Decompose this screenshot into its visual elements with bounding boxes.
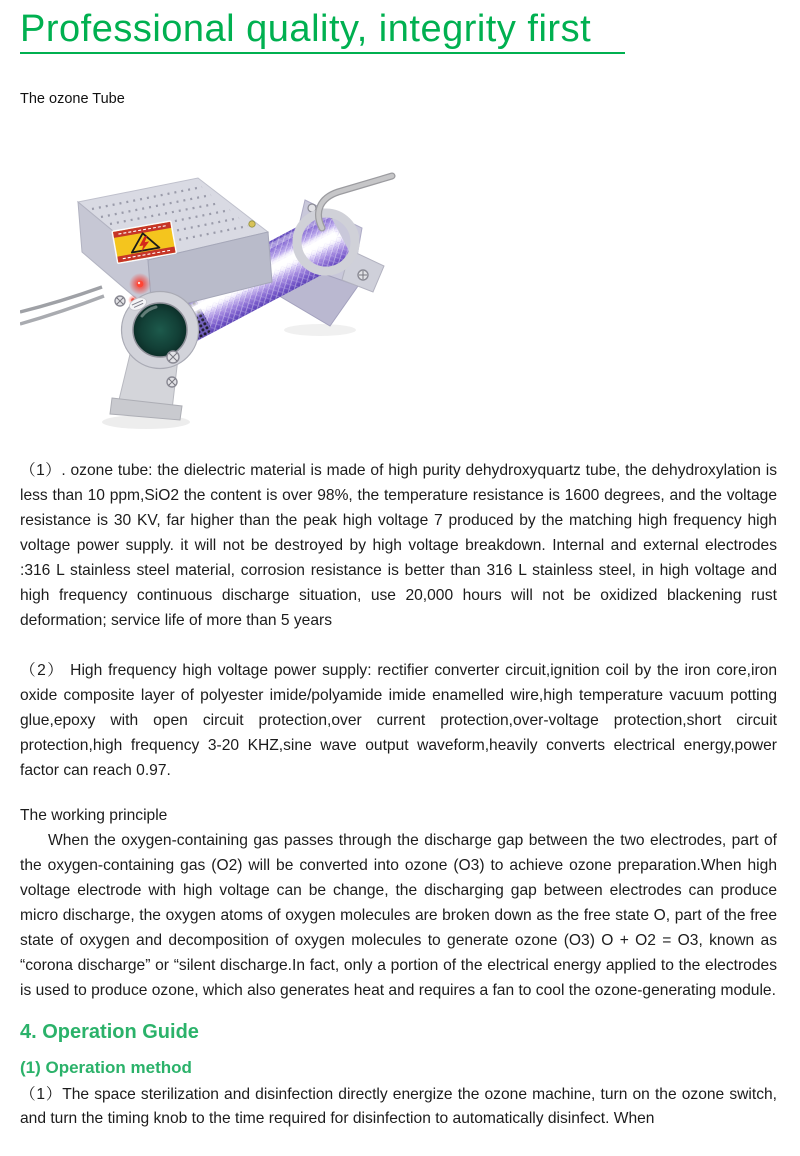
operation-method-heading: (1) Operation method — [20, 1058, 192, 1077]
tube-end-glass — [133, 303, 187, 357]
page-title: Professional quality, integrity first — [20, 6, 625, 54]
operation-method-paragraph: （1）The space sterilization and disinfection directly energize the ozone machine, turn on the ozone switch, and turn the timing knob to the time required for disinfection to automatically disinfect. When — [20, 1086, 777, 1127]
working-principle-heading: The working principle — [20, 807, 168, 824]
working-principle-paragraph: When the oxygen-containing gas passes through the discharge gap between the two electrodes, part of the oxygen-containing gas (O2) will be converted into ozone (O3) to achieve ozone preparation.When high voltage electrode with high voltage can be change, the discharging gap between electrodes can produce micro discharge, the oxygen atoms of oxygen molecules are broken down as the free state O, part of the free state of oxygen and decomposition of oxygen molecules to generate ozone (O3) O + O2 = O3, known as “corona discharge” or “silent discharge.In fact, only a portion of the electrical energy applied to the electrodes is used to produce ozone, which also generates heat and requires a fan to cool the ozone-generating module. — [20, 832, 777, 999]
mounting-bracket-left — [102, 292, 199, 430]
paragraph-ozone-tube-spec: （1）. ozone tube: the dielectric material is made of high purity dehydroxyquartz tube, the dehydroxylation is less than 10 ppm,SiO2 the content is over 98%, the temperature resistance is 1600 degrees, and the voltage resistance is 30 KV, far higher than the peak high voltage 7 produced by the matching high frequency high voltage power supply. it will not be destroyed by high voltage breakdown. Internal and external electrodes :316 L stainless steel material, corrosion resistance is better than 316 L stainless steel, in high voltage and high frequency continuous discharge situation, use 20,000 hours will not be oxidized blackening rust deformation; service life of more than 5 years — [20, 462, 777, 629]
product-name-label: The ozone Tube — [20, 91, 125, 107]
product-photo — [20, 134, 402, 446]
paragraph-power-supply-spec: （2） High frequency high voltage power supply: rectifier converter circuit,ignition coil by the iron core,iron oxide composite layer of polyester imide/polyamide imide enamelled wire,high temperature vacuum potting glue,epoxy with open circuit protection,over current protection,over-voltage protection,short circuit protection,high frequency 3-20 KHZ,sine wave output waveform,heavily converts electrical energy,power factor can reach 0.97. — [20, 662, 777, 779]
top-face-mark — [249, 221, 255, 227]
operation-guide-heading: 4. Operation Guide — [20, 1021, 199, 1043]
ozone-tube-illustration — [20, 134, 402, 446]
power-wires — [20, 287, 104, 324]
